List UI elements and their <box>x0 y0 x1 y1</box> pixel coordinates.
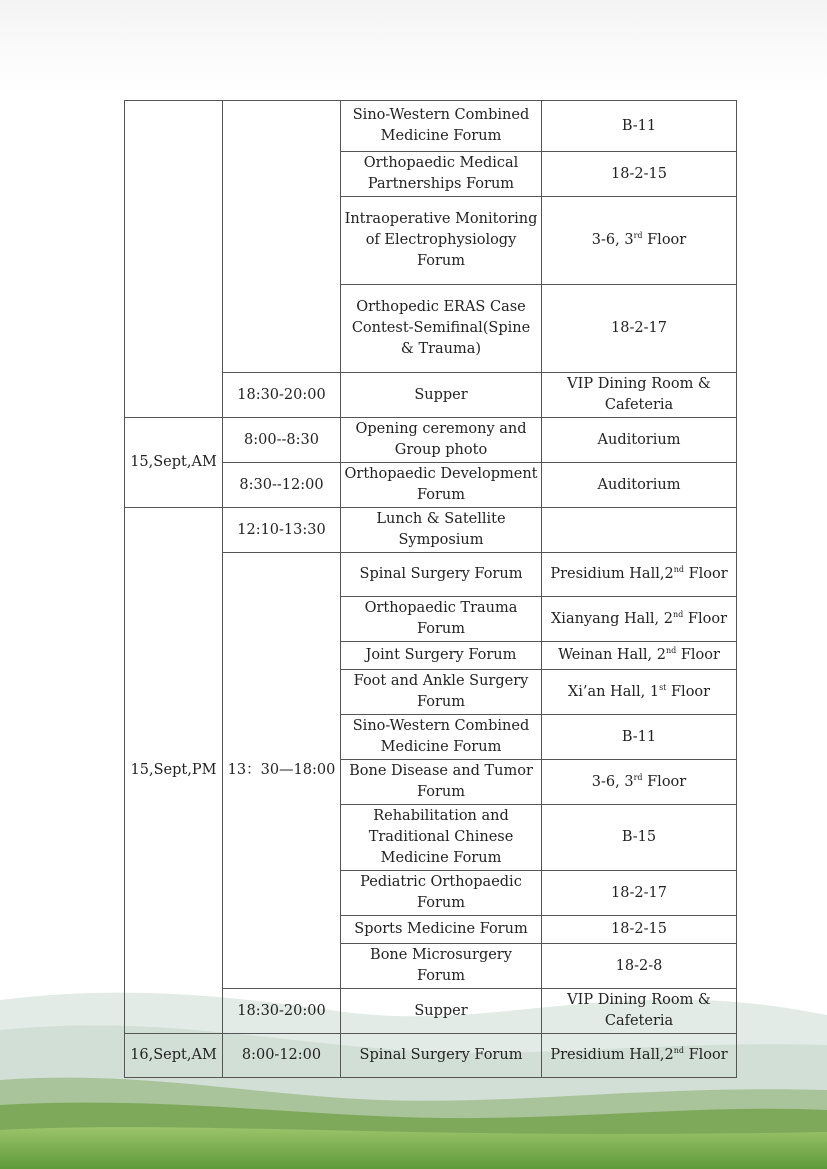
topic-cell: Orthopaedic Development Forum <box>341 463 542 508</box>
ordinal-suffix: nd <box>665 646 677 656</box>
topic-cell: Sino-Western Combined Medicine Forum <box>341 101 542 152</box>
topic-cell: Spinal Surgery Forum <box>341 1034 542 1078</box>
topic-cell: Orthopaedic Medical Partnerships Forum <box>341 152 542 197</box>
topic-cell: Supper <box>341 373 542 418</box>
ordinal-suffix: nd <box>673 1046 684 1056</box>
venue-cell <box>542 508 737 553</box>
time-cell: 8:00--8:30 <box>223 418 341 463</box>
venue-cell: 18-2-15 <box>542 916 737 944</box>
date-cell <box>125 101 223 418</box>
venue-cell <box>542 670 737 715</box>
topic-cell: Bone Disease and Tumor Forum <box>341 760 542 805</box>
topic-cell: Supper <box>341 989 542 1034</box>
topic-cell: Rehabilitation and Traditional Chinese Medicine Forum <box>341 805 542 871</box>
venue-text: Xi’an Hall, 1 <box>567 683 660 700</box>
venue-cell: B-11 <box>542 101 737 152</box>
venue-cell: B-11 <box>542 715 737 760</box>
ordinal-suffix: rd <box>633 231 643 241</box>
date-cell: 15,Sept,AM <box>125 418 223 508</box>
topic-cell: Orthopaedic Trauma Forum <box>341 597 542 642</box>
venue-text: Weinan Hall, 2 <box>558 647 666 663</box>
ordinal-suffix: rd <box>633 772 643 782</box>
venue-text: Floor <box>683 566 728 582</box>
topic-cell: Foot and Ankle Surgery Forum <box>341 670 542 715</box>
table-row <box>125 508 737 553</box>
time-cell: 13：30—18:00 <box>223 553 341 989</box>
venue-cell: VIP Dining Room & Cafeteria <box>542 989 737 1034</box>
topic-cell: Orthopedic ERAS Case Contest-Semifinal(Spine & Trauma) <box>341 285 542 373</box>
time-cell: 18:30-20:00 <box>223 373 341 418</box>
venue-cell: Auditorium <box>542 463 737 508</box>
venue-text: Floor <box>666 683 711 700</box>
topic-cell: Bone Microsurgery Forum <box>341 944 542 989</box>
schedule-table <box>124 100 737 1078</box>
topic-cell: Sports Medicine Forum <box>341 916 542 944</box>
venue-cell <box>542 760 737 805</box>
date-cell: 15,Sept,PM <box>125 508 223 1034</box>
venue-text: Xianyang Hall, 2 <box>550 610 674 627</box>
ordinal-suffix: nd <box>673 609 684 619</box>
venue-cell: 18-2-15 <box>542 152 737 197</box>
venue-cell: 18-2-17 <box>542 285 737 373</box>
venue-text: 3-6, 3 <box>591 773 634 790</box>
venue-cell: VIP Dining Room & Cafeteria <box>542 373 737 418</box>
topic-cell: Sino-Western Combined Medicine Forum <box>341 715 542 760</box>
venue-text: Presidium Hall,2 <box>550 566 674 582</box>
venue-cell <box>542 597 737 642</box>
topic-cell: Intraoperative Monitoring of Electrophysiology Forum <box>341 197 542 285</box>
time-cell: 12:10-13:30 <box>223 508 341 553</box>
topic-cell: Lunch & Satellite Symposium <box>341 508 542 553</box>
venue-cell: 18-2-17 <box>542 871 737 916</box>
venue-text: Presidium Hall,2 <box>550 1047 674 1063</box>
venue-cell <box>542 1034 737 1078</box>
time-cell: 18:30-20:00 <box>223 989 341 1034</box>
venue-cell: Auditorium <box>542 418 737 463</box>
venue-text: Floor <box>683 610 727 627</box>
topic-cell: Spinal Surgery Forum <box>341 553 542 597</box>
venue-text: 3-6, 3 <box>591 232 634 248</box>
venue-text: Floor <box>642 773 687 790</box>
table-row <box>125 418 737 463</box>
ordinal-suffix: st <box>659 682 667 692</box>
venue-text: Floor <box>642 232 687 248</box>
venue-cell: 18-2-8 <box>542 944 737 989</box>
table-row <box>125 101 737 152</box>
table-row <box>125 1034 737 1078</box>
venue-text: Floor <box>683 1047 728 1063</box>
topic-cell: Joint Surgery Forum <box>341 642 542 670</box>
time-cell: 8:00-12:00 <box>223 1034 341 1078</box>
time-cell <box>223 101 341 373</box>
time-cell: 8:30--12:00 <box>223 463 341 508</box>
venue-cell <box>542 197 737 285</box>
venue-text: Floor <box>676 647 720 663</box>
ordinal-suffix: nd <box>673 565 684 575</box>
venue-cell: B-15 <box>542 805 737 871</box>
venue-cell <box>542 642 737 670</box>
venue-cell <box>542 553 737 597</box>
topic-cell: Opening ceremony and Group photo <box>341 418 542 463</box>
date-cell: 16,Sept,AM <box>125 1034 223 1078</box>
topic-cell: Pediatric Orthopaedic Forum <box>341 871 542 916</box>
